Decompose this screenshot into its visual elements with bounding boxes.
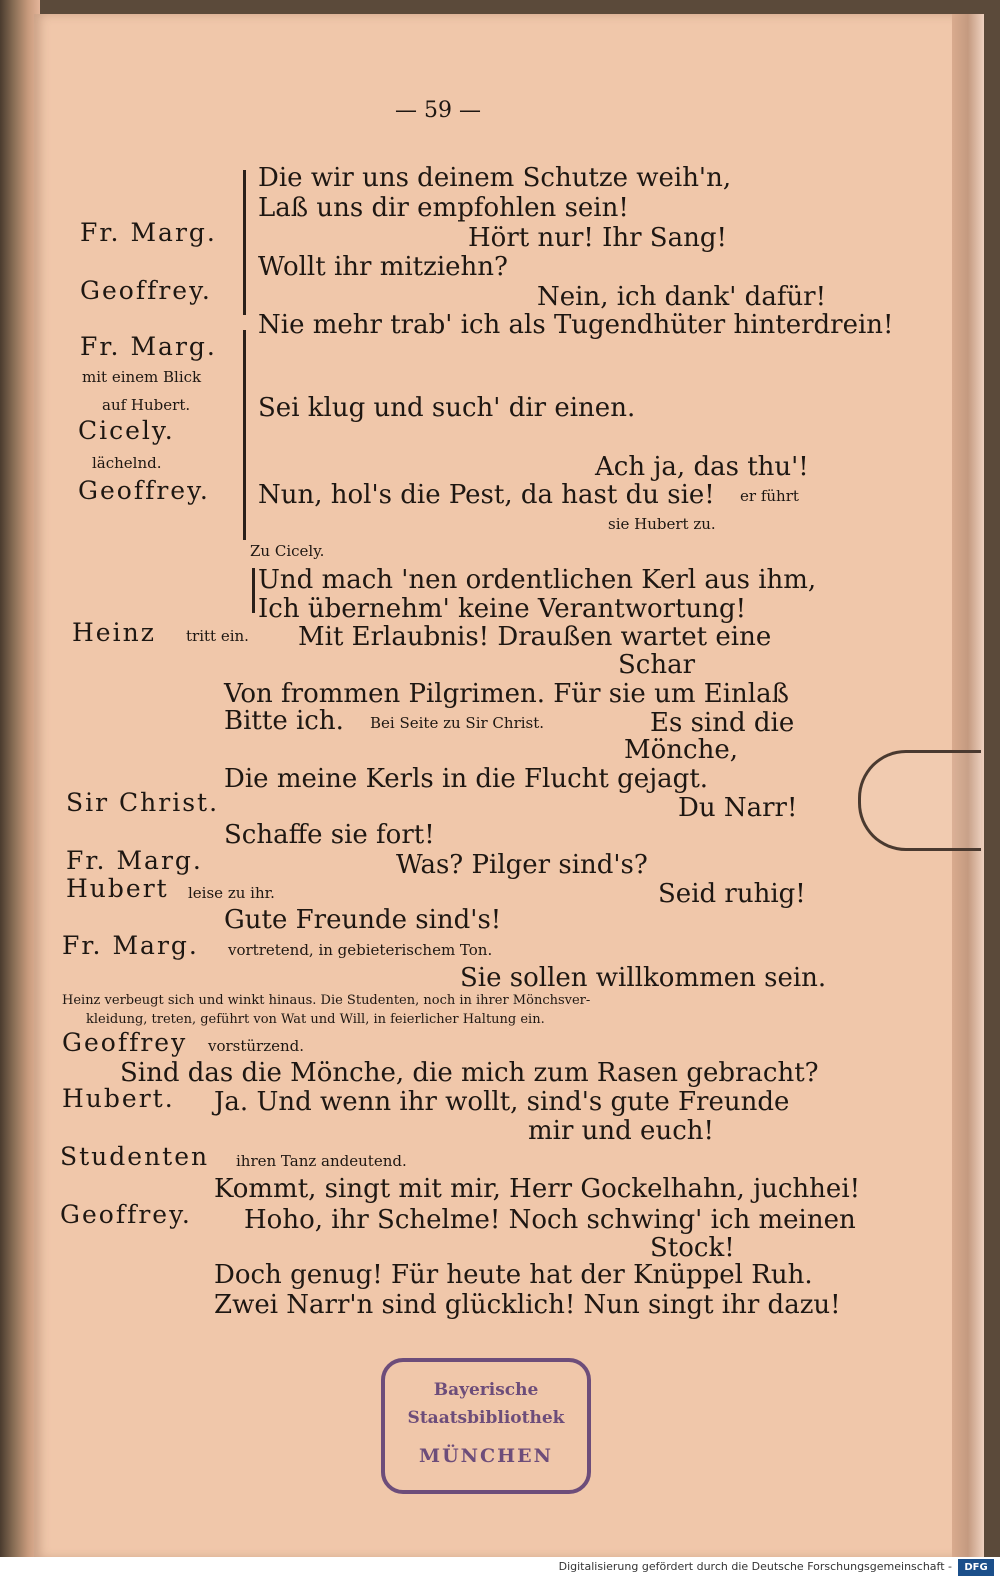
verse-line: Von frommen Pilgrimen. Für sie um Einlaß (224, 679, 789, 709)
verse-line: Du Narr! (678, 793, 798, 823)
speaker-name: Hubert (66, 874, 169, 903)
speaker-name: Geoffrey. (60, 1200, 192, 1229)
verse-line: Die meine Kerls in die Flucht gejagt. (224, 764, 709, 794)
dfg-logo: DFG (958, 1559, 994, 1576)
digitization-footer (0, 1557, 1000, 1579)
stage-direction: ihren Tanz andeutend. (236, 1152, 407, 1170)
verse-line: Die wir uns deinem Schutze weih'n, (258, 163, 732, 193)
stage-direction: vorstürzend. (208, 1037, 305, 1055)
speaker-name: Hubert. (62, 1084, 175, 1113)
verse-line: Was? Pilger sind's? (396, 850, 648, 880)
verse-line: Schar (618, 650, 696, 680)
stamp-line: Bayerische (433, 1380, 539, 1400)
verse-line: Ja. Und wenn ihr wollt, sind's gute Freunde (214, 1087, 790, 1117)
speaker-name: Fr. Marg. (66, 846, 203, 875)
stage-direction: er führt (740, 487, 799, 505)
verse-line: Kommt, singt mit mir, Herr Gockelhahn, juchhei! (214, 1174, 861, 1204)
stage-direction: Heinz verbeugt sich und winkt hinaus. Die Studenten, noch in ihrer Mönchsver- (62, 993, 591, 1008)
verse-line: Gute Freunde sind's! (224, 905, 502, 935)
stage-direction: Zu Cicely. (250, 542, 325, 560)
verse-line: Bitte ich. (224, 706, 344, 736)
verse-line: Hoho, ihr Schelme! Noch schwing' ich meinen (244, 1205, 856, 1235)
verse-line: Mit Erlaubnis! Draußen wartet eine (298, 622, 772, 652)
footer-text: Digitalisierung gefördert durch die Deutsche Forschungsgemeinschaft - (558, 1560, 952, 1573)
stage-direction: Bei Seite zu Sir Christ. (370, 714, 545, 732)
speaker-name: Sir Christ. (66, 788, 220, 817)
verse-line: Und mach 'nen ordentlichen Kerl aus ihm, (258, 565, 817, 595)
page-number: — 59 — (395, 98, 481, 123)
speaker-name: Geoffrey. (78, 476, 210, 505)
stamp-line: MÜNCHEN (419, 1445, 553, 1467)
stage-direction: leise zu ihr. (188, 884, 275, 902)
verse-line: Stock! (650, 1233, 735, 1263)
verse-line: Es sind die (650, 708, 795, 738)
verse-line: Zwei Narr'n sind glücklich! Nun singt ihr dazu! (214, 1290, 841, 1320)
speaker-name: Heinz (72, 618, 156, 647)
speaker-name: Studenten (60, 1142, 210, 1171)
verse-line: Seid ruhig! (658, 879, 806, 909)
stage-direction: lächelnd. (92, 454, 162, 472)
stage-direction: kleidung, treten, geführt von Wat und Will, in feierlicher Haltung ein. (86, 1012, 545, 1027)
bracket-line-top (243, 170, 246, 315)
library-stamp (381, 1358, 591, 1494)
verse-line: Laß uns dir empfohlen sein! (258, 193, 629, 223)
verse-line: Ich übernehm' keine Verantwortung! (258, 594, 747, 624)
stage-direction: tritt ein. (186, 627, 249, 645)
speaker-name: Fr. Marg. (80, 332, 217, 361)
speaker-name: Fr. Marg. (62, 931, 199, 960)
verse-line: Schaffe sie fort! (224, 820, 435, 850)
stage-direction: vortretend, in gebieterischem Ton. (228, 941, 493, 959)
verse-line: Wollt ihr mitziehn? (258, 252, 508, 282)
bracket-line-bottom (252, 568, 255, 613)
speaker-name: Cicely. (78, 416, 175, 445)
verse-line: Ach ja, das thu'! (595, 452, 809, 482)
bracket-line-middle (243, 330, 246, 540)
verse-line: Doch genug! Für heute hat der Knüppel Ruh. (214, 1260, 813, 1290)
verse-line: mir und euch! (528, 1116, 714, 1146)
verse-line: Hört nur! Ihr Sang! (468, 223, 727, 253)
verse-line: Sie sollen willkommen sein. (460, 963, 827, 993)
stage-direction: mit einem Blick (82, 368, 202, 386)
stage-direction: auf Hubert. (102, 396, 191, 414)
verse-line: Nun, hol's die Pest, da hast du sie! (258, 480, 715, 510)
speaker-name: Geoffrey (62, 1028, 188, 1057)
page-clip (858, 750, 981, 851)
stage-direction: sie Hubert zu. (608, 515, 716, 533)
verse-line: Sei klug und such' dir einen. (258, 393, 636, 423)
speaker-name: Geoffrey. (80, 276, 212, 305)
stamp-line: Staatsbibliothek (407, 1408, 565, 1428)
verse-line: Nie mehr trab' ich als Tugendhüter hinterdrein! (258, 310, 894, 340)
speaker-name: Fr. Marg. (80, 218, 217, 247)
verse-line: Mönche, (624, 735, 738, 765)
verse-line: Sind das die Mönche, die mich zum Rasen gebracht? (120, 1058, 819, 1088)
verse-line: Nein, ich dank' dafür! (537, 282, 827, 312)
